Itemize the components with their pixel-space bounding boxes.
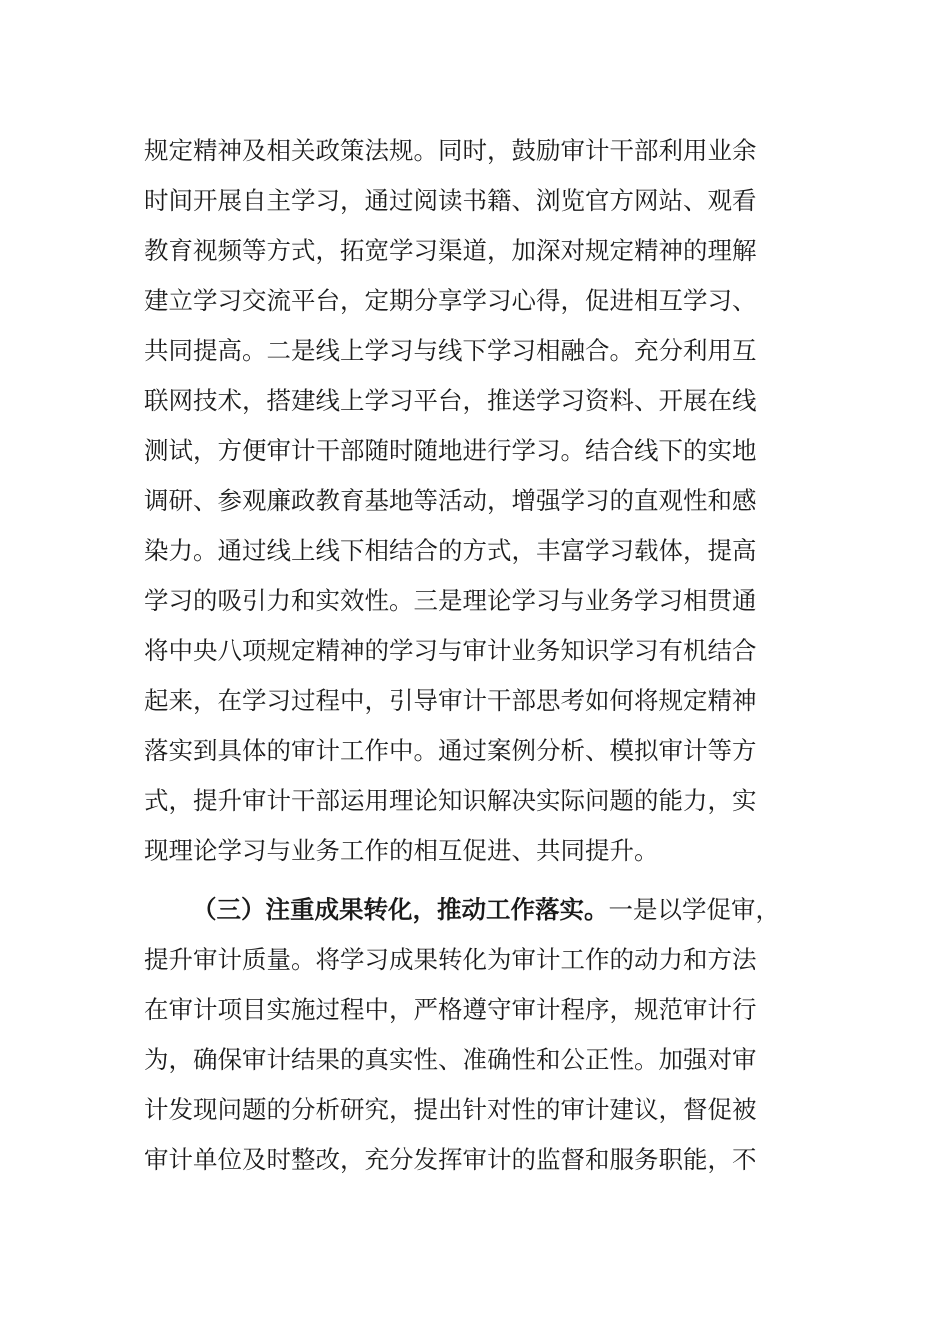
text-line: 测试，方便审计干部随时随地进行学习。结合线下的实地: [144, 436, 757, 465]
text-line: 在审计项目实施过程中，严格遵守审计程序，规范审计行: [144, 995, 757, 1024]
text-line: 将中央八项规定精神的学习与审计业务知识学习有机结合: [144, 636, 757, 665]
paragraph-learning-methods: [144, 126, 814, 876]
section-3-heading: （三）注重成果转化，推动工作落实。: [192, 895, 609, 924]
text-line: 共同提高。二是线上学习与线下学习相融合。充分利用互: [144, 336, 757, 365]
text-line: 调研、参观廉政教育基地等活动，增强学习的直观性和感: [144, 486, 757, 515]
section-3-first-line: [144, 885, 814, 935]
text-line: 计发现问题的分析研究，提出针对性的审计建议，督促被: [144, 1095, 757, 1124]
text-line: 审计单位及时整改，充分发挥审计的监督和服务职能，不: [144, 1145, 757, 1174]
text-line: 教育视频等方式，拓宽学习渠道，加深对规定精神的理解: [144, 236, 757, 265]
text-line: 起来，在学习过程中，引导审计干部思考如何将规定精神: [144, 686, 757, 715]
text-line: 时间开展自主学习，通过阅读书籍、浏览官方网站、观看: [144, 186, 757, 215]
text-line: 为，确保审计结果的真实性、准确性和公正性。加强对审: [144, 1045, 757, 1074]
text-line: 规定精神及相关政策法规。同时，鼓励审计干部利用业余: [144, 136, 757, 165]
text-line: 落实到具体的审计工作中。通过案例分析、模拟审计等方: [144, 736, 757, 765]
text-line: 式，提升审计干部运用理论知识解决实际问题的能力，实: [144, 786, 757, 815]
text-line: 提升审计质量。将学习成果转化为审计工作的动力和方法: [144, 945, 757, 974]
text-line: 染力。通过线上线下相结合的方式，丰富学习载体，提高: [144, 536, 757, 565]
text-line: 学习的吸引力和实效性。三是理论学习与业务学习相贯通: [144, 586, 757, 615]
text-line: 现理论学习与业务工作的相互促进、共同提升。: [144, 836, 659, 865]
text-line: 联网技术，搭建线上学习平台，推送学习资料、开展在线: [144, 386, 757, 415]
paragraph-section-3: [144, 885, 814, 1185]
text-line: 建立学习交流平台，定期分享学习心得，促进相互学习、: [144, 286, 757, 315]
section-3-first-line-text: 一是以学促审，: [608, 895, 780, 924]
